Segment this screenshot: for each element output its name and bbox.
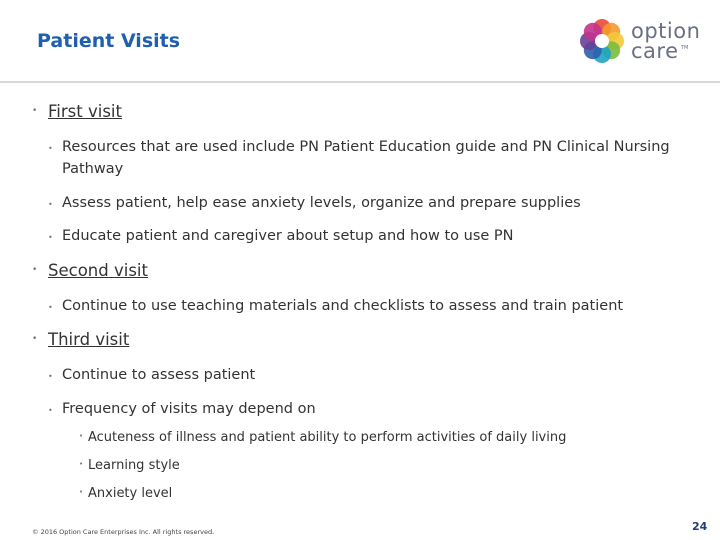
heading-text: Third visit bbox=[48, 330, 130, 349]
bullet-icon: • bbox=[32, 265, 38, 275]
list-item bbox=[48, 364, 256, 386]
bullet-icon: • bbox=[48, 233, 53, 242]
page-number: 24 bbox=[692, 520, 708, 533]
sub-list-item bbox=[79, 458, 180, 473]
bullet-icon: • bbox=[48, 406, 53, 415]
bullet-icon: • bbox=[48, 200, 53, 209]
list-item bbox=[48, 136, 692, 180]
sub-list-item-text: Anxiety level bbox=[88, 486, 173, 501]
list-item-text: Resources that are used include PN Patient Education guide and PN Clinical Nursing bbox=[62, 139, 670, 155]
bullet-icon: • bbox=[79, 460, 84, 468]
bullet-icon: • bbox=[48, 372, 53, 381]
bullet-icon: • bbox=[79, 488, 84, 496]
list-item bbox=[48, 295, 624, 317]
list-item bbox=[48, 225, 514, 247]
list-item-text: Educate patient and caregiver about setup and how to use PN bbox=[62, 228, 514, 244]
bullet-icon: • bbox=[32, 334, 38, 344]
list-item-text: Continue to assess patient bbox=[62, 367, 256, 383]
section-heading-third-visit bbox=[32, 330, 130, 349]
bullet-icon: • bbox=[79, 432, 84, 440]
list-item-text: Assess patient, help ease anxiety levels, organize and prepare supplies bbox=[62, 195, 581, 211]
list-item bbox=[48, 192, 581, 214]
section-heading-second-visit bbox=[32, 261, 148, 280]
heading-text: First visit bbox=[48, 102, 122, 121]
section-heading-first-visit bbox=[32, 102, 122, 121]
bullet-icon: • bbox=[48, 303, 53, 312]
logo-trademark: TM bbox=[681, 45, 689, 51]
logo-line-1: option bbox=[631, 19, 701, 43]
list-item bbox=[48, 398, 316, 420]
heading-text: Second visit bbox=[48, 261, 148, 280]
list-item-text: Continue to use teaching materials and checklists to assess and train patient bbox=[62, 298, 624, 314]
list-item-text: Frequency of visits may depend on bbox=[62, 401, 316, 417]
sub-list-item bbox=[79, 430, 567, 445]
logo-line-2: care bbox=[631, 39, 679, 63]
slide-title: Patient Visits bbox=[37, 30, 181, 52]
sub-list-item-text: Acuteness of illness and patient ability to perform activities of daily living bbox=[88, 430, 567, 445]
sub-list-item-text: Learning style bbox=[88, 458, 180, 473]
copyright-footer: © 2016 Option Care Enterprises Inc. All rights reserved. bbox=[32, 528, 215, 536]
bullet-icon: • bbox=[48, 144, 53, 153]
bullet-icon: • bbox=[32, 106, 38, 116]
list-item-text-continued: Pathway bbox=[62, 161, 124, 177]
sub-list-item bbox=[79, 486, 173, 501]
